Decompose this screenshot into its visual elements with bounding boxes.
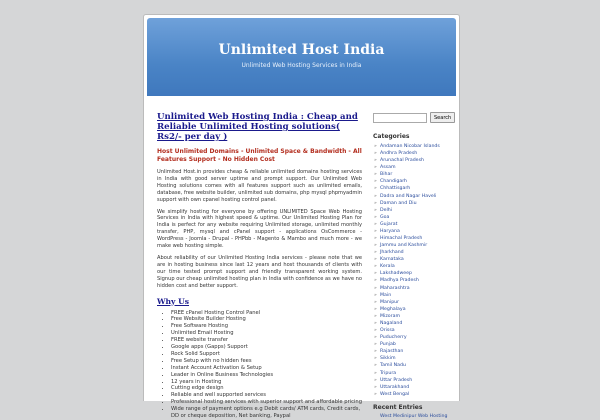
site-title-link[interactable]: Unlimited Host India — [147, 42, 456, 58]
search-button[interactable]: Search — [430, 112, 455, 123]
category-link[interactable]: » Meghalaya — [373, 306, 453, 313]
why-us-item: • FREE cPanel Hosting Control Panel — [171, 310, 362, 317]
recent-entries-list — [373, 414, 453, 419]
category-link[interactable]: » Daman and Diu — [373, 200, 453, 207]
category-link[interactable]: » Uttarakhand — [373, 384, 453, 391]
category-link[interactable]: » Main — [373, 292, 453, 299]
category-link[interactable]: » Arunachal Pradesh — [373, 157, 453, 164]
category-link[interactable]: » Chhattisgarh — [373, 185, 453, 192]
category-link[interactable]: » Orissa — [373, 327, 453, 334]
site-description: Unlimited Web Hosting Services in India — [147, 62, 456, 69]
category-link[interactable]: » Punjab — [373, 341, 453, 348]
why-us-heading: Why Us — [157, 297, 362, 306]
category-link[interactable]: » Andhra Pradesh — [373, 150, 453, 157]
main-content — [157, 112, 362, 420]
search-input[interactable] — [373, 113, 427, 123]
why-us-item: • Wide range of payment options e.g Debit cards/ ATM cards, Credit cards, DD or cheque deposition, Net banking, Paypal — [171, 406, 362, 420]
category-link[interactable]: » Nagaland — [373, 320, 453, 327]
category-link[interactable]: » West Bengal — [373, 391, 453, 398]
why-us-item: • Cutting edge design — [171, 385, 362, 392]
recent-entry-link[interactable]: West Medinipur Web Hosting — [373, 414, 453, 419]
category-link[interactable]: » Andaman Nicobar Islands — [373, 143, 453, 150]
category-link[interactable]: » Assam — [373, 164, 453, 171]
category-link[interactable]: » Mizoram — [373, 313, 453, 320]
post-tagline: Host Unlimited Domains - Unlimited Space & Bandwidth - All Features Support - No Hidden Cost — [157, 148, 362, 164]
category-link[interactable]: » Rajasthan — [373, 348, 453, 355]
why-us-item: • Rock Solid Support — [171, 351, 362, 358]
post-paragraph: Unlimited Host.in provides cheap & reliable unlimited domains hosting services in India with good server uptime and prompt support. Our Unlimited Web Hosting solutions comes with all features support such as unlimited emails, database, free website builder, unlimited sub domains, php mysql phpmyadmin support with own cpanel hosting control panel. — [157, 169, 362, 204]
category-link[interactable]: » Himachal Pradesh — [373, 235, 453, 242]
category-link[interactable]: » Tamil Nadu — [373, 362, 453, 369]
category-link[interactable]: » Madhya Pradesh — [373, 277, 453, 284]
why-us-item: • FREE website transfer — [171, 337, 362, 344]
post-title-link[interactable]: Unlimited Web Hosting India : Cheap and Reliable Unlimited Hosting solutions( Rs2/- per day ) — [157, 112, 362, 142]
post-paragraph: We simplify hosting for everyone by offering UNLIMITED Space Web Hosting Services in India with highest speed & uptime. Our Unlimited Hosting Plan for India is perfect for any website requiring Unlimited storage, unlimited monthly transfer, PHP, mysql and cPanel support - applications OsCommerce - WordPress - Joomla - Drupal - PHPbb - Magento & Mambo and much more - we make web hosting simple. — [157, 209, 362, 250]
why-us-item: • Leader in Online Business Technologies — [171, 372, 362, 379]
category-link[interactable]: » Goa — [373, 214, 453, 221]
category-link[interactable]: » Puducherry — [373, 334, 453, 341]
why-us-item: • Professional hosting services with superior support and affordable pricing — [171, 399, 362, 406]
categories-list — [373, 143, 453, 398]
category-link[interactable]: » Bihar — [373, 171, 453, 178]
category-link[interactable]: » Jammu and Kashmir — [373, 242, 453, 249]
why-us-item: • Unlimited Email Hosting — [171, 330, 362, 337]
page-container — [143, 14, 460, 401]
sidebar — [373, 112, 453, 419]
category-link[interactable]: » Sikkim — [373, 355, 453, 362]
category-link[interactable]: » Dadra and Nagar Haveli — [373, 193, 453, 200]
why-us-item: • Instant Account Activation & Setup — [171, 365, 362, 372]
category-link[interactable]: » Delhi — [373, 207, 453, 214]
category-link[interactable]: » Jharkhand — [373, 249, 453, 256]
category-link[interactable]: » Chandigarh — [373, 178, 453, 185]
why-us-item: • Free Setup with no hidden fees — [171, 358, 362, 365]
category-link[interactable]: » Gujarat — [373, 221, 453, 228]
category-link[interactable]: » Maharashtra — [373, 285, 453, 292]
site-header — [147, 18, 456, 96]
recent-entries-heading: Recent Entries — [373, 404, 453, 411]
category-link[interactable]: » Manipur — [373, 299, 453, 306]
category-link[interactable]: » Tripura — [373, 370, 453, 377]
why-us-item: • 12 years in Hosting — [171, 379, 362, 386]
why-us-item: • Free Software Hosting — [171, 323, 362, 330]
why-us-list — [157, 310, 362, 420]
category-link[interactable]: » Haryana — [373, 228, 453, 235]
post-paragraph: About reliability of our Unlimited Hosting India services - please note that we are in hosting business since last 12 years and host thousands of clients with our time tested prompt support and friendly transparent working system. Signup our cheap unlimited hosting plan in India with confidence as we have no hidden cost and better support. — [157, 255, 362, 290]
category-link[interactable]: » Karnataka — [373, 256, 453, 263]
why-us-item: • Free Website Builder Hosting — [171, 316, 362, 323]
category-link[interactable]: » Uttar Pradesh — [373, 377, 453, 384]
why-us-item: • Reliable and well supported services — [171, 392, 362, 399]
categories-heading: Categories — [373, 133, 453, 140]
category-link[interactable]: » Kerala — [373, 263, 453, 270]
category-link[interactable]: » Lakshadweep — [373, 270, 453, 277]
search-form — [373, 112, 453, 123]
why-us-item: • Google apps (Gapps) Support — [171, 344, 362, 351]
